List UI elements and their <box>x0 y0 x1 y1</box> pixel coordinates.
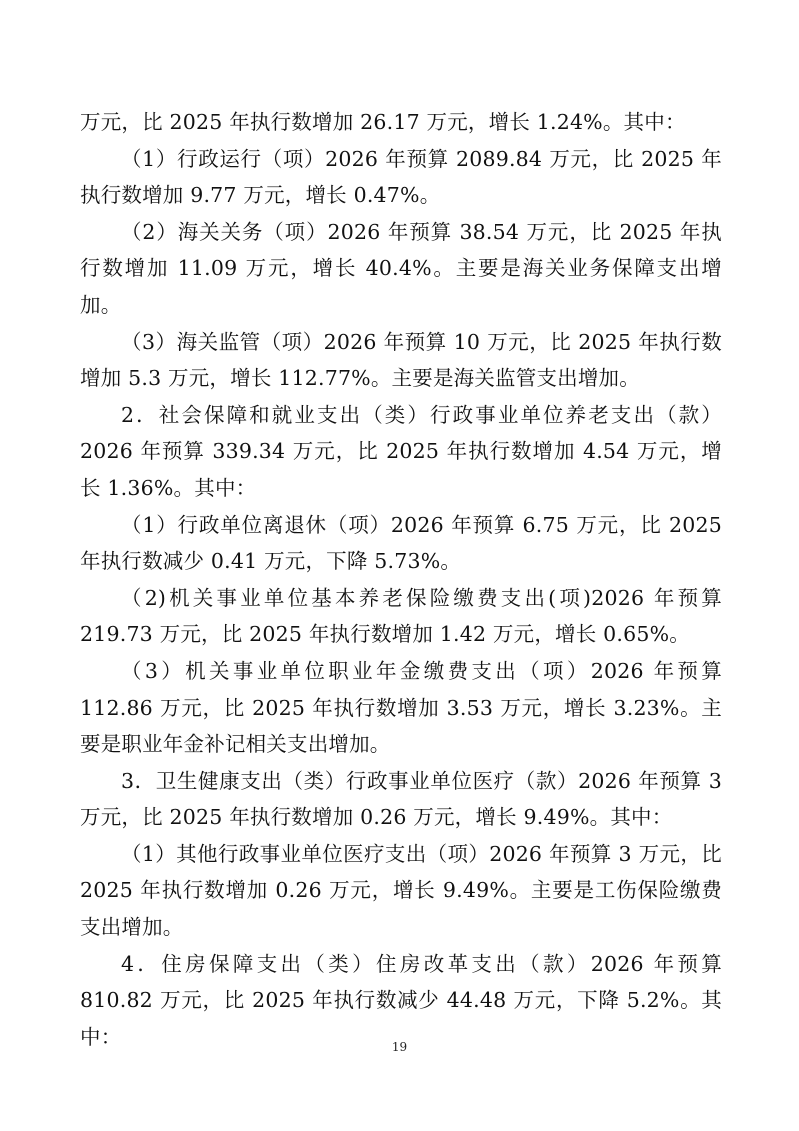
paragraph-item: （2）海关关务（项）2026 年预算 38.54 万元，比 2025 年执行数增加 11.09 万元，增长 40.4%。主要是海关业务保障支出增加。 <box>80 219 722 317</box>
paragraph-item: （3）机关事业单位职业年金缴费支出（项）2026 年预算 112.86 万元，比 2025 年执行数增加 3.53 万元，增长 3.23%。主要是职业年金补记相关支出增加。 <box>80 658 722 757</box>
paragraph-continuation: 万元，比 2025 年执行数增加 26.17 万元，增长 1.24%。其中： <box>80 110 686 134</box>
paragraph-item: （2)机关事业单位基本养老保险缴费支出(项)2026 年预算 219.73 万元，比 2025 年执行数增加 1.42 万元，增长 0.65%。 <box>80 585 722 647</box>
paragraph-section: 4．住房保障支出（类）住房改革支出（款）2026 年预算 810.82 万元，比 2025 年执行数减少 44.48 万元，下降 5.2%。其中： <box>80 951 722 1049</box>
paragraph-item: （3）海关监管（项）2026 年预算 10 万元，比 2025 年执行数增加 5.3 万元，增长 112.77%。主要是海关监管支出增加。 <box>80 329 722 391</box>
paragraph-item: （1）行政单位离退休（项）2026 年预算 6.75 万元，比 2025 年执行数减少 0.41 万元，下降 5.73%。 <box>80 512 722 574</box>
document-body <box>80 104 722 1055</box>
paragraph-item: （1）其他行政事业单位医疗支出（项）2026 年预算 3 万元，比 2025 年执行数增加 0.26 万元，增长 9.49%。主要是工伤保险缴费支出增加。 <box>80 841 722 940</box>
paragraph-item: （1）行政运行（项）2026 年预算 2089.84 万元，比 2025 年执行数增加 9.77 万元，增长 0.47%。 <box>80 146 722 208</box>
paragraph-section: 3．卫生健康支出（类）行政事业单位医疗（款）2026 年预算 3 万元，比 2025 年执行数增加 0.26 万元，增长 9.49%。其中： <box>80 768 722 830</box>
page-number: 19 <box>391 1040 408 1054</box>
paragraph-section: 2．社会保障和就业支出（类）行政事业单位养老支出（款）2026 年预算 339.34 万元，比 2025 年执行数增加 4.54 万元，增长 1.36%。其中： <box>80 402 722 500</box>
